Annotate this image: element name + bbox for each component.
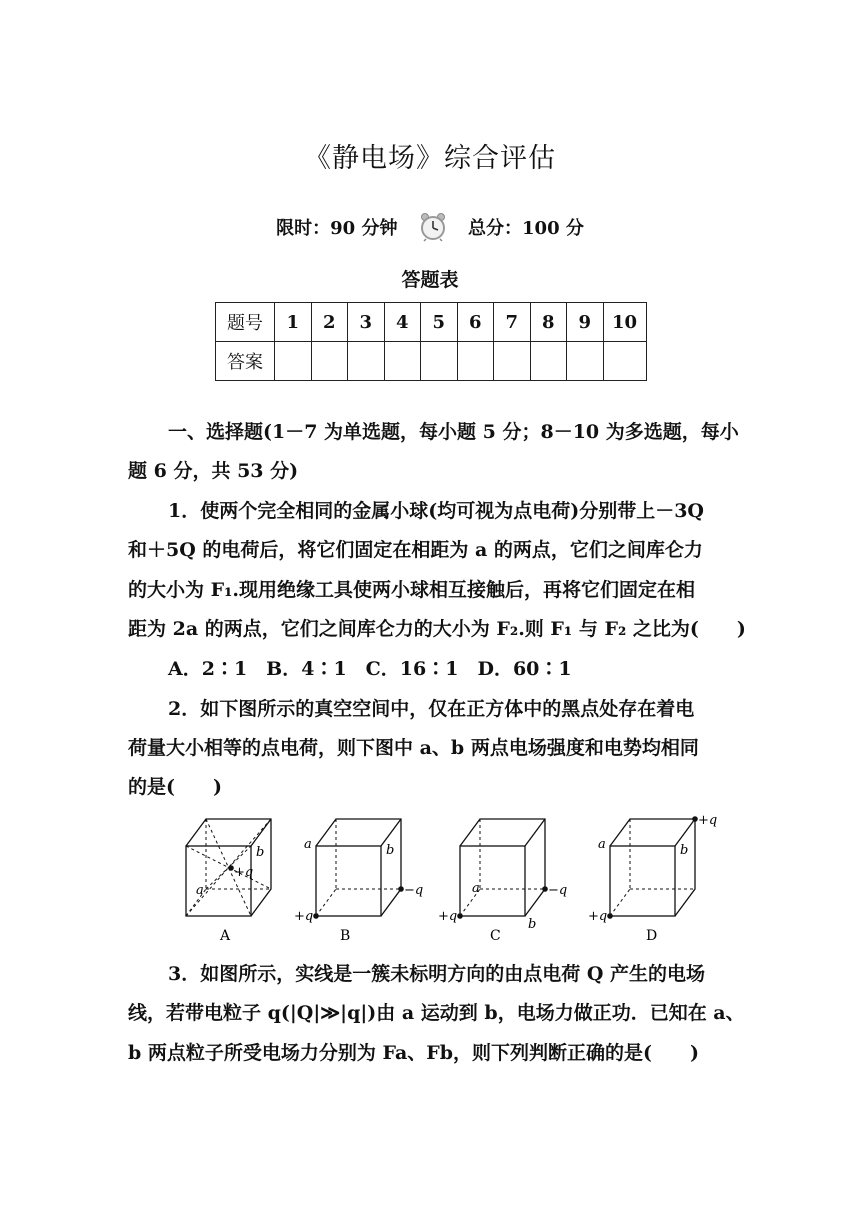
- answer-table-title: 答题表: [401, 269, 459, 291]
- cube-caption-c: C: [490, 928, 501, 944]
- label-a: a: [472, 881, 480, 896]
- answer-cell[interactable]: [311, 342, 348, 381]
- answer-cell[interactable]: [494, 342, 531, 381]
- label-pos-charge: +q: [588, 909, 608, 924]
- q3-line2: 线，若带电粒子 q(|Q|≫|q|)由 a 运动到 b，电场力做正功．已知在 a、: [128, 1002, 745, 1024]
- total-score: 总分：100 分: [468, 218, 584, 239]
- label-a: a: [304, 837, 312, 852]
- charge-dot: [457, 913, 463, 919]
- answer-cell[interactable]: [421, 342, 458, 381]
- label-pos-charge: +q: [294, 909, 314, 924]
- answer-cell[interactable]: [457, 342, 494, 381]
- answer-table-answer-row: [216, 342, 647, 381]
- label-b: b: [680, 843, 689, 858]
- charge-dot: [692, 816, 698, 822]
- q1-line1: 1．使两个完全相同的金属小球(均可视为点电荷)分别带上－3Q: [168, 500, 704, 522]
- answer-cell[interactable]: [348, 342, 385, 381]
- label-b: b: [256, 845, 265, 860]
- charge-dot: [542, 886, 548, 892]
- answer-cell[interactable]: [530, 342, 567, 381]
- answer-cell[interactable]: [603, 342, 646, 381]
- answer-table-header-row: [216, 303, 647, 342]
- label-a: a: [196, 883, 204, 898]
- q1-options: A．2∶1 B．4∶1 C．16∶1 D．60∶1: [168, 658, 572, 680]
- question-number: 10: [603, 303, 646, 342]
- time-limit: 限时：90 分钟: [276, 218, 398, 239]
- label-a: a: [598, 837, 606, 852]
- question-number: 3: [348, 303, 385, 342]
- label-pos-charge: +q: [438, 909, 458, 924]
- answer-table: [215, 302, 647, 381]
- label-pos-charge: +q: [698, 813, 718, 828]
- page-title: 《静电场》综合评估: [304, 143, 556, 174]
- answer-cell[interactable]: [384, 342, 421, 381]
- question-number-label: 题号: [216, 303, 275, 342]
- question-number: 5: [421, 303, 458, 342]
- cube-caption-a: A: [220, 928, 231, 944]
- question-number: 9: [567, 303, 604, 342]
- q1-line4: 距为 2a 的两点，它们之间库仑力的大小为 F₂.则 F₁ 与 F₂ 之比为( ): [128, 618, 746, 640]
- alarm-clock-icon: [418, 212, 448, 242]
- label-neg-charge: −q: [404, 883, 424, 898]
- cube-caption-d: D: [646, 928, 658, 944]
- question-number: 2: [311, 303, 348, 342]
- answer-label: 答案: [216, 342, 275, 381]
- question-number: 7: [494, 303, 531, 342]
- label-b: b: [528, 917, 537, 932]
- q3-line1: 3．如图所示，实线是一簇未标明方向的由点电荷 Q 产生的电场: [168, 963, 706, 985]
- q2-line3: 的是( ): [128, 776, 222, 798]
- charge-dot: [313, 913, 319, 919]
- answer-cell[interactable]: [567, 342, 604, 381]
- question-number: 8: [530, 303, 567, 342]
- label-neg-charge: −q: [548, 883, 568, 898]
- charge-dot: [398, 886, 404, 892]
- q2-line2: 荷量大小相等的点电荷，则下图中 a、b 两点电场强度和电势均相同: [128, 737, 699, 759]
- charge-dot: [607, 913, 613, 919]
- question-number: 4: [384, 303, 421, 342]
- charge-dot: [228, 865, 234, 871]
- cube-figure: [176, 806, 736, 946]
- q2-line1: 2．如下图所示的真空空间中，仅在正方体中的黑点处存在着电: [168, 698, 695, 720]
- section-heading-line1: 一、选择题(1－7 为单选题，每小题 5 分；8－10 为多选题，每小: [168, 421, 739, 443]
- question-number: 6: [457, 303, 494, 342]
- q1-line2: 和＋5Q 的电荷后，将它们固定在相距为 a 的两点，它们之间库仑力: [128, 539, 703, 561]
- cube-caption-b: B: [340, 928, 351, 944]
- time-score-line: [0, 212, 860, 242]
- answer-cell[interactable]: [275, 342, 312, 381]
- section-heading-line2: 题 6 分，共 53 分): [128, 460, 299, 482]
- q3-line3: b 两点粒子所受电场力分别为 Fa、Fb，则下列判断正确的是( ): [128, 1042, 700, 1064]
- label-pos-charge: +q: [234, 865, 254, 880]
- question-number: 1: [275, 303, 312, 342]
- q1-line3: 的大小为 F₁.现用绝缘工具使两小球相互接触后，再将它们固定在相: [128, 579, 696, 601]
- label-b: b: [386, 843, 395, 858]
